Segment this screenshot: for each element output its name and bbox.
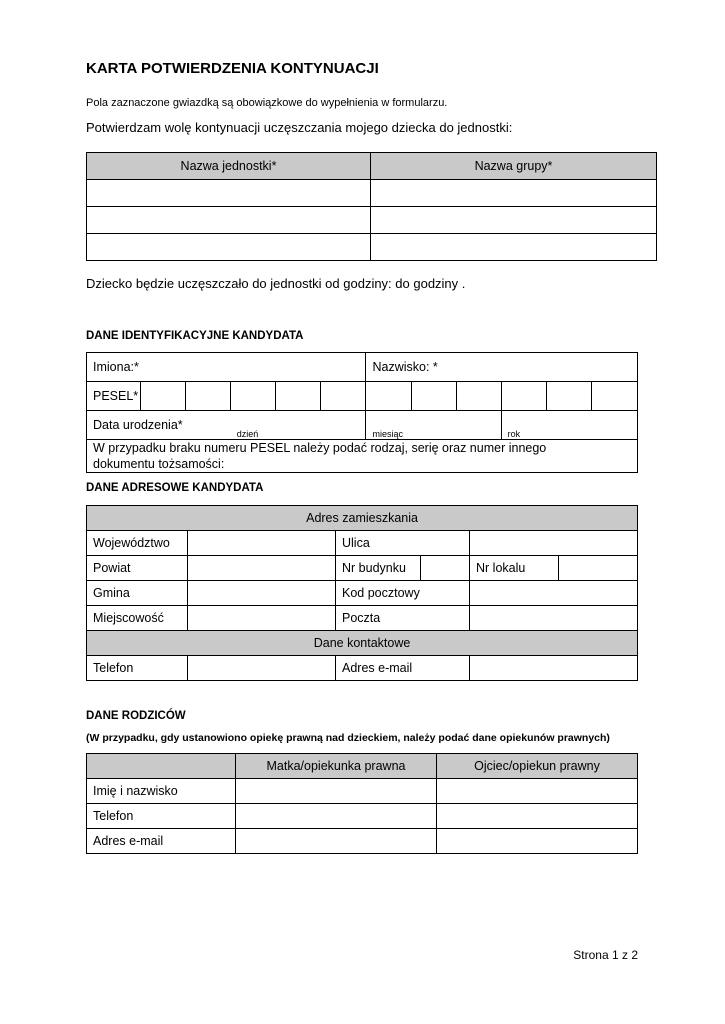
pesel-digit[interactable] bbox=[231, 382, 276, 411]
mother-phone-input[interactable] bbox=[236, 804, 437, 829]
month-caption: miesiąc bbox=[372, 429, 403, 439]
postal-code-input[interactable] bbox=[470, 581, 638, 606]
father-name-input[interactable] bbox=[437, 779, 638, 804]
group-name-cell[interactable] bbox=[371, 180, 657, 207]
candidate-heading: DANE IDENTYFIKACYJNE KANDYDATA bbox=[86, 330, 304, 342]
flat-no-input[interactable] bbox=[559, 556, 638, 581]
commune-input[interactable] bbox=[188, 581, 336, 606]
hours-text: Dziecko będzie uczęszczało do jednostki od godziny: do godziny . bbox=[86, 276, 466, 291]
birth-date-label: Data urodzenia* bbox=[87, 411, 231, 440]
mother-name-input[interactable] bbox=[236, 779, 437, 804]
phone-input[interactable] bbox=[188, 656, 336, 681]
parents-table bbox=[86, 753, 638, 854]
flat-no-label: Nr lokalu bbox=[470, 556, 559, 581]
required-note: Pola zaznaczone gwiazdką są obowiązkowe do wypełnienia w formularzu. bbox=[86, 97, 448, 109]
father-email-input[interactable] bbox=[437, 829, 638, 854]
county-input[interactable] bbox=[188, 556, 336, 581]
residence-header: Adres zamieszkania bbox=[87, 506, 638, 531]
building-no-input[interactable] bbox=[421, 556, 470, 581]
mother-header: Matka/opiekunka prawna bbox=[236, 754, 437, 779]
page-number: Strona 1 z 2 bbox=[573, 948, 638, 962]
parents-corner-header bbox=[87, 754, 236, 779]
surname-field[interactable]: Nazwisko: * bbox=[366, 353, 638, 382]
pesel-digit[interactable] bbox=[276, 382, 321, 411]
candidate-table bbox=[86, 352, 638, 473]
parents-subheading: (W przypadku, gdy ustanowiono opiekę prawną nad dzieckiem, należy podać dane opiekunów prawnych) bbox=[86, 732, 610, 744]
father-header: Ojciec/opiekun prawny bbox=[437, 754, 638, 779]
pesel-label: PESEL* bbox=[87, 382, 141, 411]
postal-code-label: Kod pocztowy bbox=[336, 581, 470, 606]
county-label: Powiat bbox=[87, 556, 188, 581]
voivodeship-input[interactable] bbox=[188, 531, 336, 556]
pesel-digit[interactable] bbox=[501, 382, 546, 411]
commune-label: Gmina bbox=[87, 581, 188, 606]
first-names-field[interactable]: Imiona:* bbox=[87, 353, 366, 382]
email-label: Adres e-mail bbox=[336, 656, 470, 681]
pesel-digit[interactable] bbox=[591, 382, 637, 411]
year-caption: rok bbox=[507, 429, 521, 439]
birth-month-field[interactable] bbox=[366, 411, 501, 440]
pesel-digit[interactable] bbox=[546, 382, 591, 411]
street-input[interactable] bbox=[470, 531, 638, 556]
pesel-digit[interactable] bbox=[321, 382, 366, 411]
parent-email-label: Adres e-mail bbox=[87, 829, 236, 854]
confirm-text: Potwierdzam wolę kontynuacji uczęszczania mojego dziecka do jednostki: bbox=[86, 120, 513, 135]
unit-name-cell[interactable] bbox=[87, 234, 371, 261]
post-office-label: Poczta bbox=[336, 606, 470, 631]
day-caption: dzień bbox=[236, 429, 259, 439]
phone-label: Telefon bbox=[87, 656, 188, 681]
parent-name-label: Imię i nazwisko bbox=[87, 779, 236, 804]
voivodeship-label: Województwo bbox=[87, 531, 188, 556]
units-table bbox=[86, 152, 657, 261]
pesel-digit[interactable] bbox=[366, 382, 411, 411]
group-name-header: Nazwa grupy* bbox=[371, 153, 657, 180]
birth-day-field[interactable] bbox=[231, 411, 366, 440]
pesel-digit[interactable] bbox=[141, 382, 186, 411]
group-name-cell[interactable] bbox=[371, 207, 657, 234]
parent-phone-label: Telefon bbox=[87, 804, 236, 829]
birth-year-field[interactable] bbox=[501, 411, 637, 440]
pesel-digit[interactable] bbox=[456, 382, 501, 411]
town-label: Miejscowość bbox=[87, 606, 188, 631]
unit-name-cell[interactable] bbox=[87, 207, 371, 234]
mother-email-input[interactable] bbox=[236, 829, 437, 854]
pesel-digit[interactable] bbox=[411, 382, 456, 411]
no-pesel-note[interactable]: W przypadku braku numeru PESEL należy podać rodzaj, serię oraz numer innego dokumentu tożsamości: bbox=[87, 440, 638, 473]
unit-name-header: Nazwa jednostki* bbox=[87, 153, 371, 180]
group-name-cell[interactable] bbox=[371, 234, 657, 261]
post-office-input[interactable] bbox=[470, 606, 638, 631]
street-label: Ulica bbox=[336, 531, 470, 556]
unit-name-cell[interactable] bbox=[87, 180, 371, 207]
address-table bbox=[86, 505, 638, 681]
page-title: KARTA POTWIERDZENIA KONTYNUACJI bbox=[86, 60, 379, 77]
building-no-label: Nr budynku bbox=[336, 556, 421, 581]
address-heading: DANE ADRESOWE KANDYDATA bbox=[86, 482, 264, 494]
father-phone-input[interactable] bbox=[437, 804, 638, 829]
town-input[interactable] bbox=[188, 606, 336, 631]
parents-heading: DANE RODZICÓW bbox=[86, 710, 186, 722]
pesel-digit[interactable] bbox=[186, 382, 231, 411]
contact-header: Dane kontaktowe bbox=[87, 631, 638, 656]
email-input[interactable] bbox=[470, 656, 638, 681]
